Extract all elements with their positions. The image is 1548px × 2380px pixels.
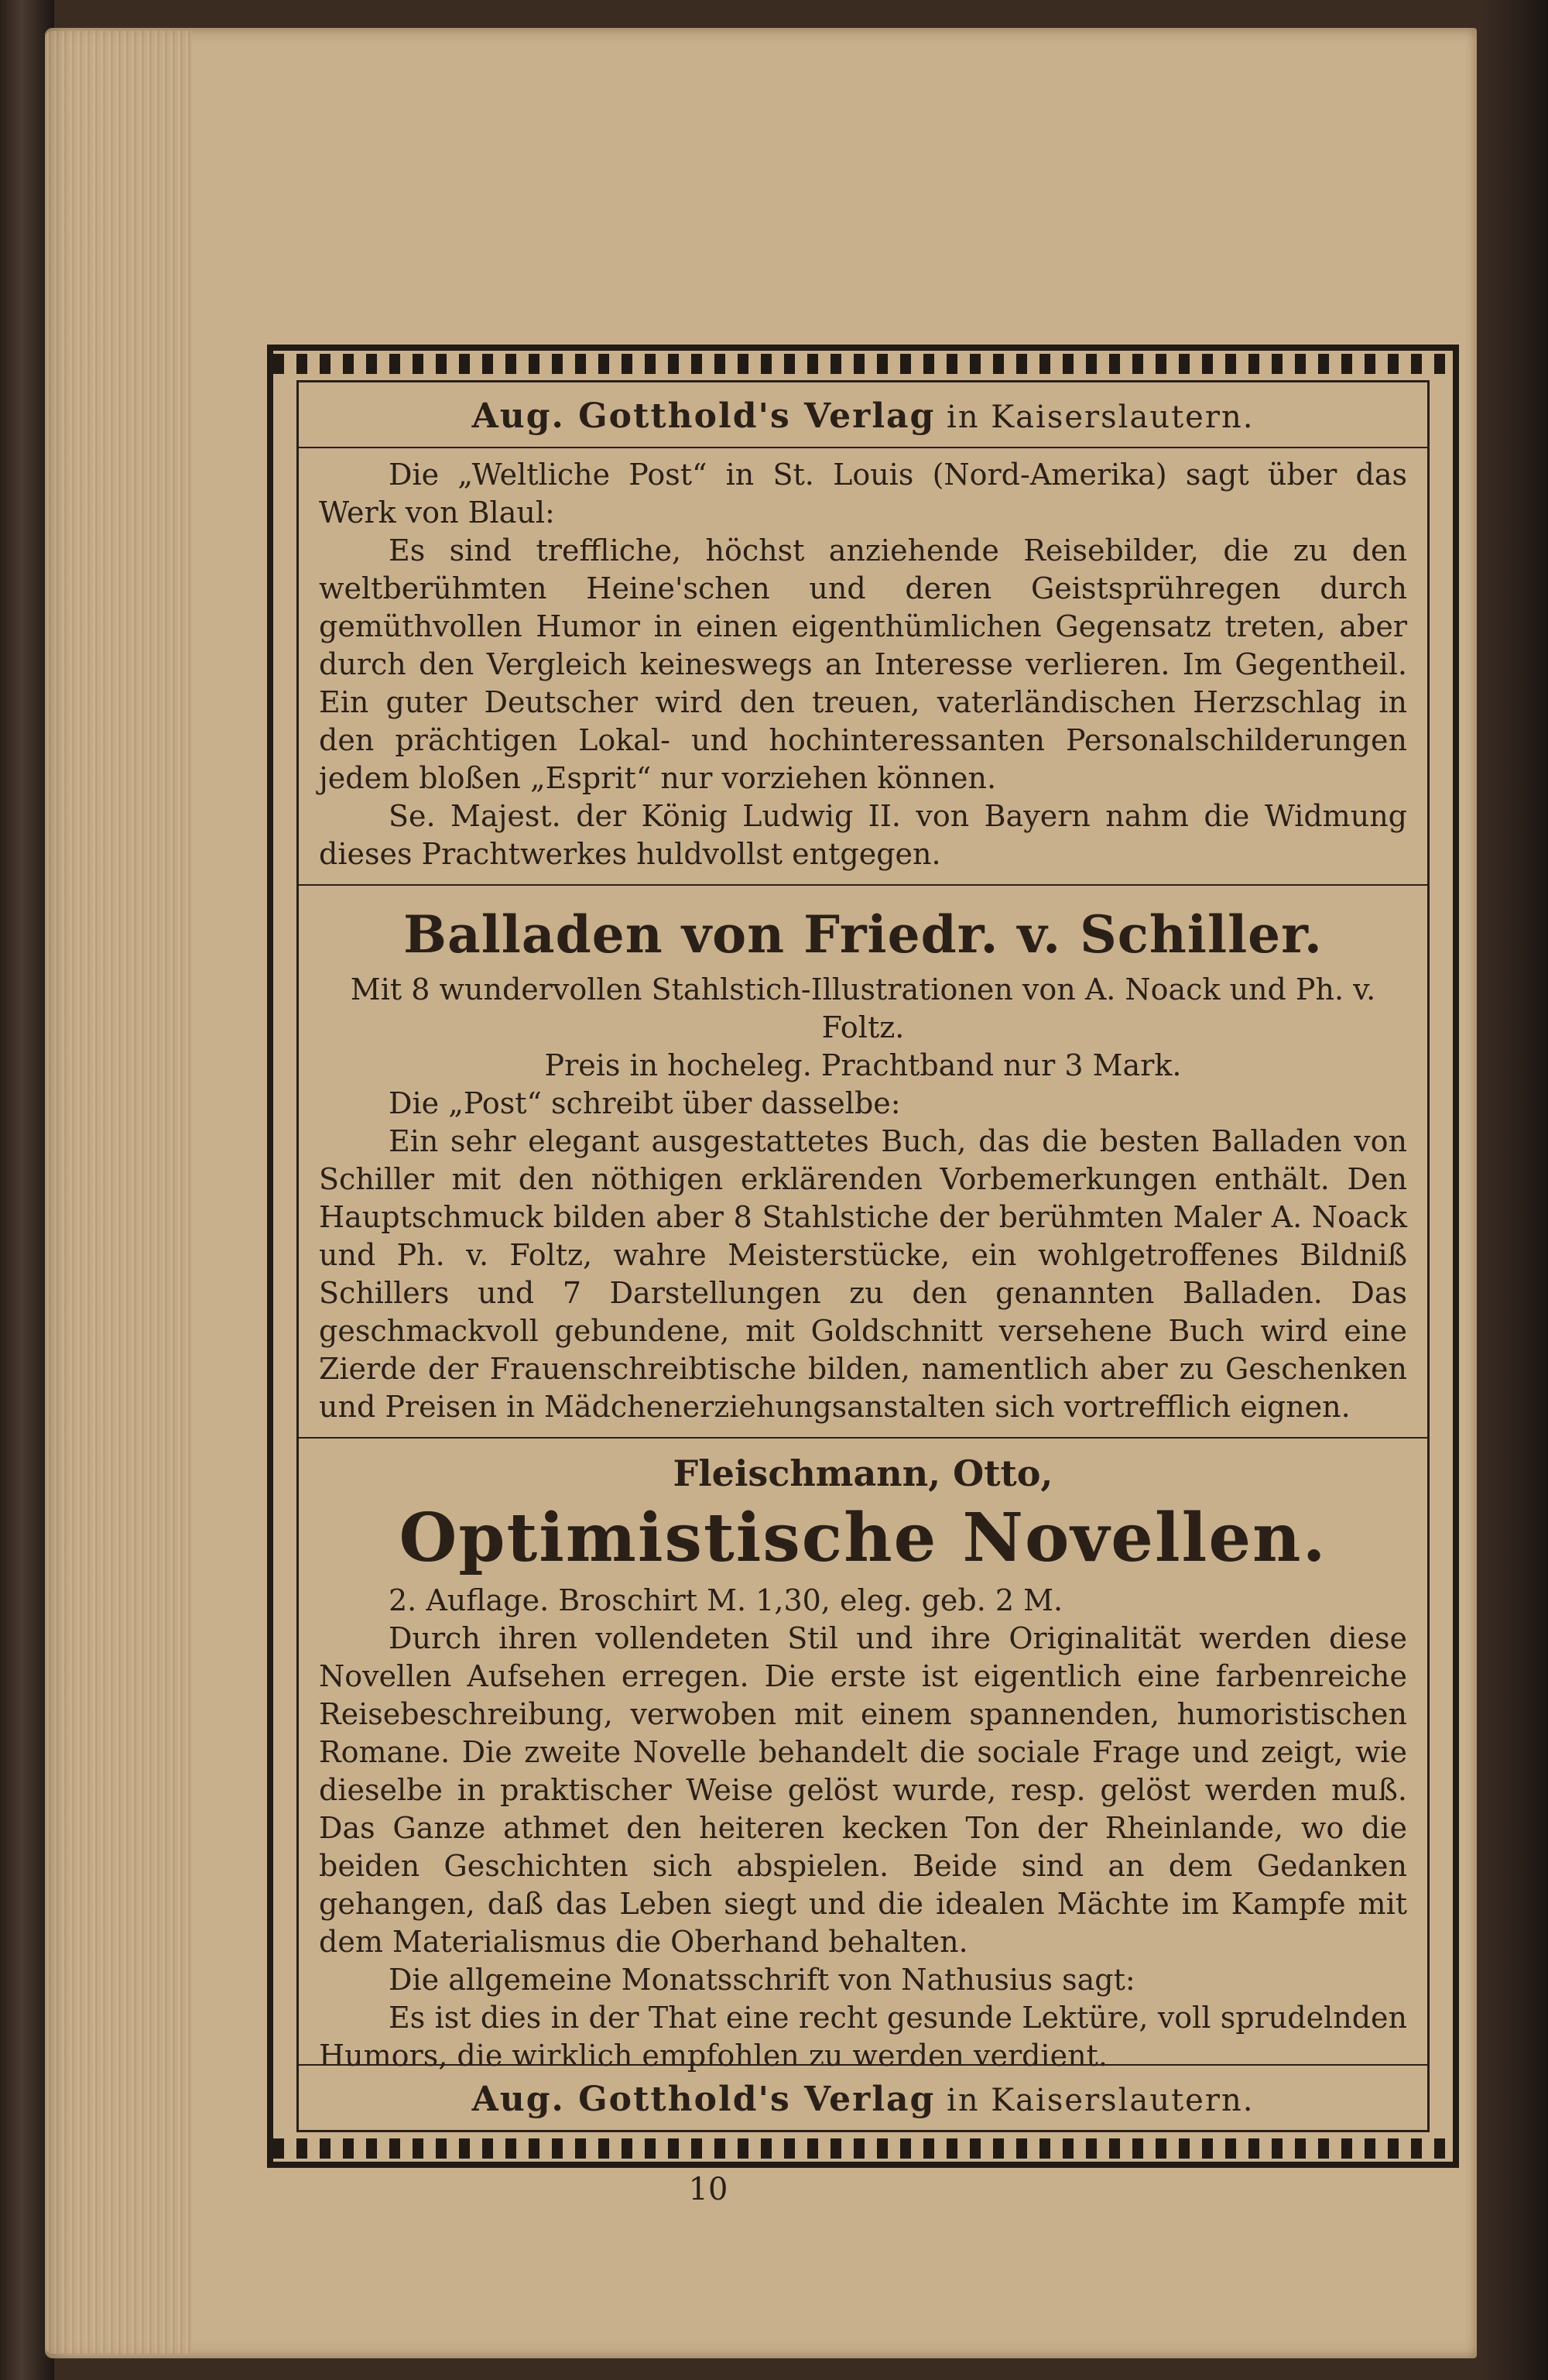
ornament-border-top (273, 354, 1453, 374)
novellen-ad (319, 1452, 1407, 2075)
review-intro: Die „Weltliche Post“ in St. Louis (Nord-Amerika) sagt über das Werk von Blaul: (319, 458, 1407, 530)
page-number: 10 (688, 2172, 728, 2207)
ballads-title: Balladen von Friedr. v. Schiller. (403, 904, 1323, 965)
novellen-title: Optimistische Novellen. (399, 1499, 1327, 1577)
ballads-subtitle: Mit 8 wundervollen Stahlstich-Illustrationen von A. Noack und Ph. v. Foltz. (350, 972, 1376, 1044)
ornament-border-bottom (273, 2138, 1453, 2159)
novellen-edition-price: 2. Auflage. Broschirt M. 1,30, eleg. geb. 2 M. (389, 1583, 1063, 1617)
royal-dedication: Se. Majest. der König Ludwig II. von Bayern nahm die Widmung dieses Prachtwerkes huldvollst entgegen. (319, 799, 1407, 871)
novellen-author: Fleischmann, Otto, (673, 1452, 1053, 1494)
publisher-name: Aug. Gotthold's Verlag (471, 2080, 936, 2119)
divider (299, 1437, 1427, 1439)
ballads-price: Preis in hocheleg. Prachtband nur 3 Mark. (544, 1048, 1182, 1082)
page-edges (45, 31, 192, 2354)
publisher-header (319, 382, 1407, 447)
divider (299, 884, 1427, 886)
ballads-ad (319, 904, 1407, 1426)
right-shadow (1478, 0, 1548, 2380)
publisher-place: in Kaiserslautern. (947, 2083, 1255, 2118)
ballads-review-body: Ein sehr elegant ausgestattetes Buch, das die besten Balladen von Schiller mit den nöthigen erklärenden Vorbemerkungen enthält. Den Hauptschmuck bilden aber 8 Stahlstiche der berühmten Maler A. Noack und Ph. v. Foltz, wahre Meisterstücke, ein wohlgetroffenes Bildniß Schillers und 7 Darstellungen zu den genannten Balladen. Das geschmackvoll gebundene, mit Goldschnitt versehene Buch wird eine Zierde der Frauenschreibtische bilden, namentlich aber zu Geschenken und Preisen in Mädchenerziehungsanstalten sich vortrefflich eignen. (319, 1124, 1407, 1424)
publisher-place: in Kaiserslautern. (947, 400, 1255, 435)
publisher-name: Aug. Gotthold's Verlag (471, 396, 936, 436)
review-blaul (319, 448, 1407, 873)
ballads-review-intro: Die „Post“ schreibt über dasselbe: (389, 1086, 901, 1120)
review-body: Es sind treffliche, höchst anziehende Reisebilder, die zu den weltberühmten Heine'schen und deren Geistsprühregen durch gemüthvollen Humor in einen eigenthümlichen Gegensatz treten, aber durch den Vergleich keineswegs an Interesse verlieren. Im Gegentheil. Ein guter Deutscher wird den treuen, vaterländischen Herzschlag in den prächtigen Lokal- und hochinteressanten Personalschilderungen jedem bloßen „Esprit“ nur vorziehen können. (319, 533, 1407, 795)
advertisement-frame (267, 345, 1459, 2168)
novellen-body: Durch ihren vollendeten Stil und ihre Originalität werden diese Novellen Aufsehen erregen. Die erste ist eigentlich eine farbenreiche Reisebeschreibung, verwoben mit einem spannenden, humoristischen Romane. Die zweite Novelle behandelt die sociale Frage und zeigt, wie dieselbe in praktischer Weise gelöst wurde, resp. gelöst werden muß. Das Ganze athmet den heiteren kecken Ton der Rheinlande, wo die beiden Geschichten sich abspielen. Beide sind an dem Gedanken gehangen, daß das Leben siegt und die idealen Mächte im Kampfe mit dem Materialismus die Oberhand behalten. (319, 1621, 1407, 1959)
advertisement-content (296, 380, 1430, 2132)
novellen-review-intro: Die allgemeine Monatsschrift von Nathusius sagt: (389, 1963, 1135, 1997)
novellen-review: Es ist dies in der That eine recht gesunde Lektüre, voll sprudelnden Humors, die wirklich empfohlen zu werden verdient. (319, 2001, 1407, 2073)
publisher-footer (299, 2066, 1427, 2130)
